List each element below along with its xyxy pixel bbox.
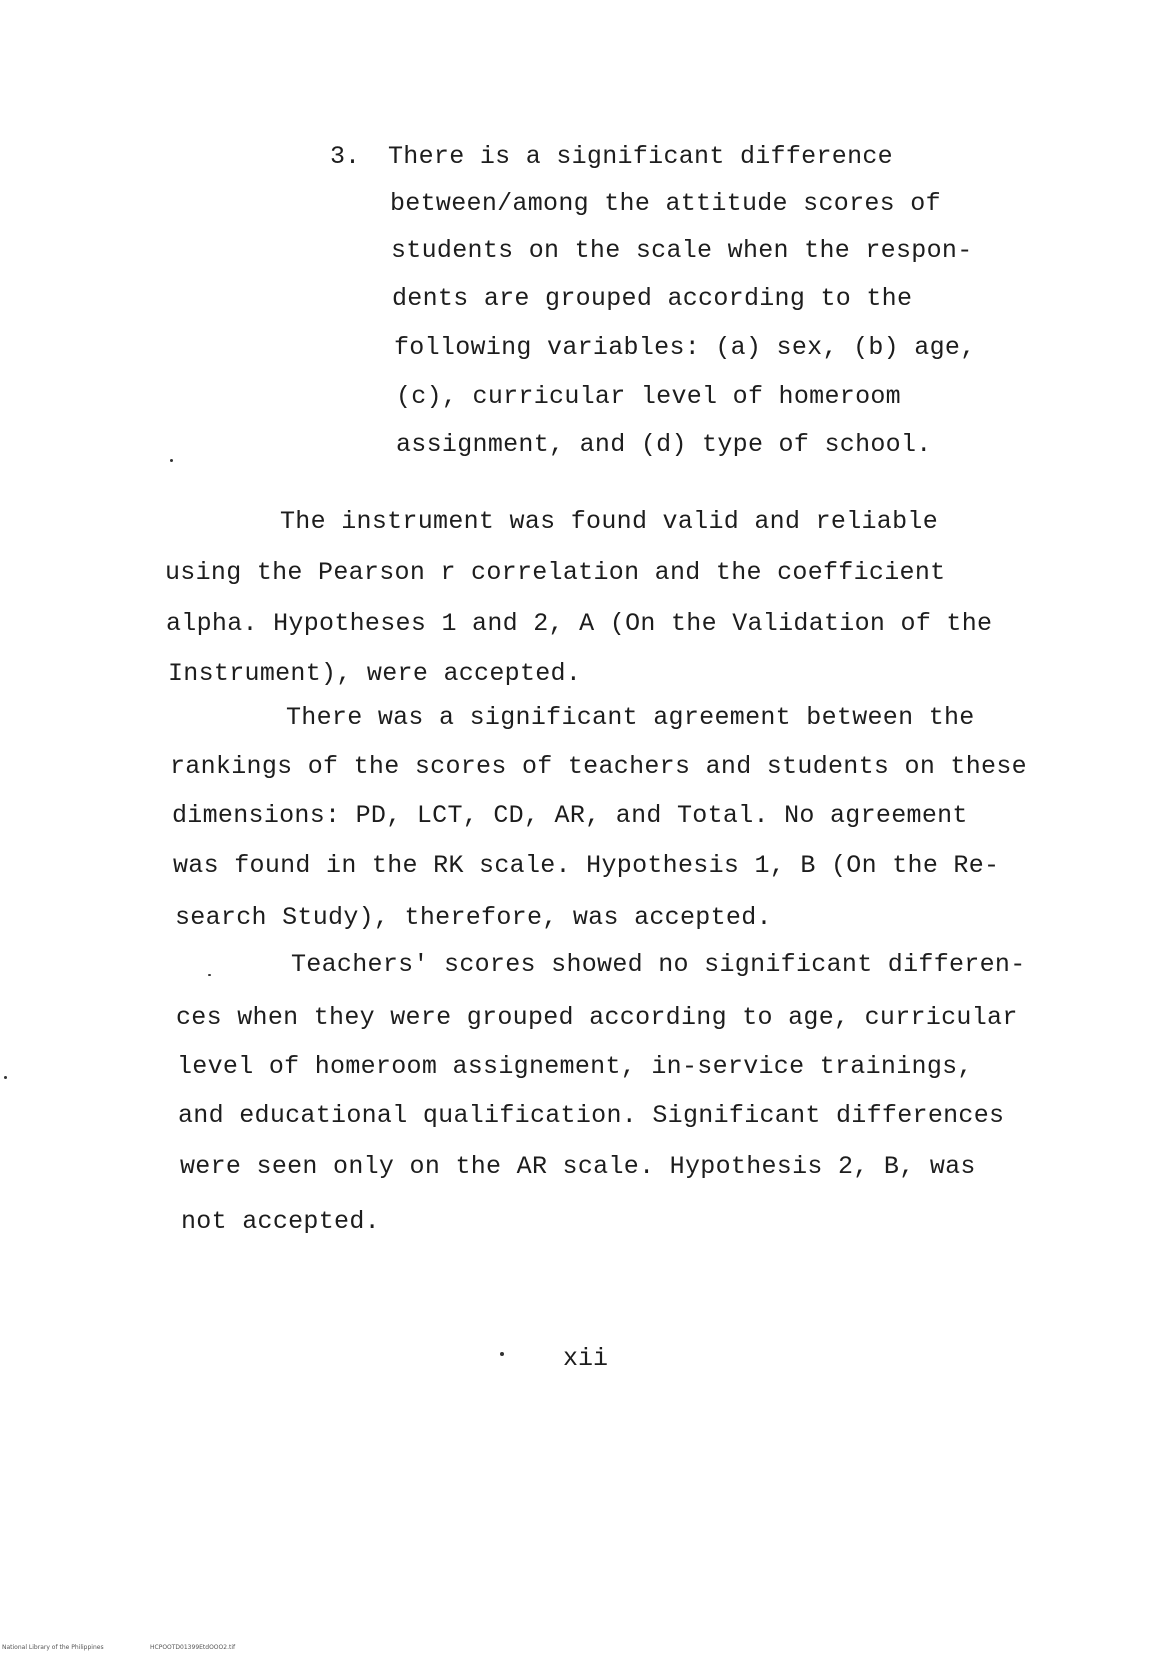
paragraph-line: search Study), therefore, was accepted. — [175, 903, 772, 932]
paragraph-line: not accepted. — [181, 1207, 380, 1236]
paragraph-line: Teachers' scores showed no significant differen- — [291, 950, 1026, 979]
hypothesis-line: assignment, and (d) type of school. — [396, 430, 932, 459]
hypothesis-line: following variables: (a) sex, (b) age, — [394, 333, 976, 362]
paragraph-line: The instrument was found valid and reliable — [280, 507, 939, 536]
scan-speck — [4, 1076, 7, 1079]
hypothesis-line: (c), curricular level of homeroom — [396, 382, 901, 411]
paragraph-line: ces when they were grouped according to age, curricular — [176, 1003, 1018, 1032]
scan-speck — [170, 459, 173, 462]
scan-speck — [208, 974, 211, 976]
page-number: xii — [563, 1344, 609, 1373]
hypothesis-line: There is a significant difference — [388, 142, 893, 171]
paragraph-line: and educational qualification. Significant differences — [178, 1101, 1005, 1130]
hypothesis-line: students on the scale when the respon- — [391, 236, 973, 265]
paragraph-line: rankings of the scores of teachers and students on these — [170, 752, 1027, 781]
paragraph-line: dimensions: PD, LCT, CD, AR, and Total. No agreement — [172, 801, 968, 830]
paragraph-line: Instrument), were accepted. — [168, 659, 582, 688]
footer-library: National Library of the Philippines — [2, 1644, 104, 1651]
paragraph-line: was found in the RK scale. Hypothesis 1, B (On the Re- — [173, 851, 1000, 880]
paragraph-line: using the Pearson r correlation and the coefficient — [165, 558, 946, 587]
hypothesis-line: between/among the attitude scores of — [390, 189, 941, 218]
footer-filename: HCPOOTD01399EtdOOO2.tif — [150, 1644, 236, 1651]
paragraph-line: were seen only on the AR scale. Hypothesis 2, B, was — [180, 1152, 976, 1181]
scan-footer — [0, 1640, 1152, 1658]
scan-speck — [500, 1352, 504, 1356]
paragraph-line: alpha. Hypotheses 1 and 2, A (On the Validation of the — [166, 609, 993, 638]
paragraph-line: level of homeroom assignement, in-service trainings, — [177, 1052, 973, 1081]
hypothesis-number: 3. — [330, 142, 361, 171]
hypothesis-line: dents are grouped according to the — [392, 284, 913, 313]
paragraph-line: There was a significant agreement between the — [286, 703, 975, 732]
